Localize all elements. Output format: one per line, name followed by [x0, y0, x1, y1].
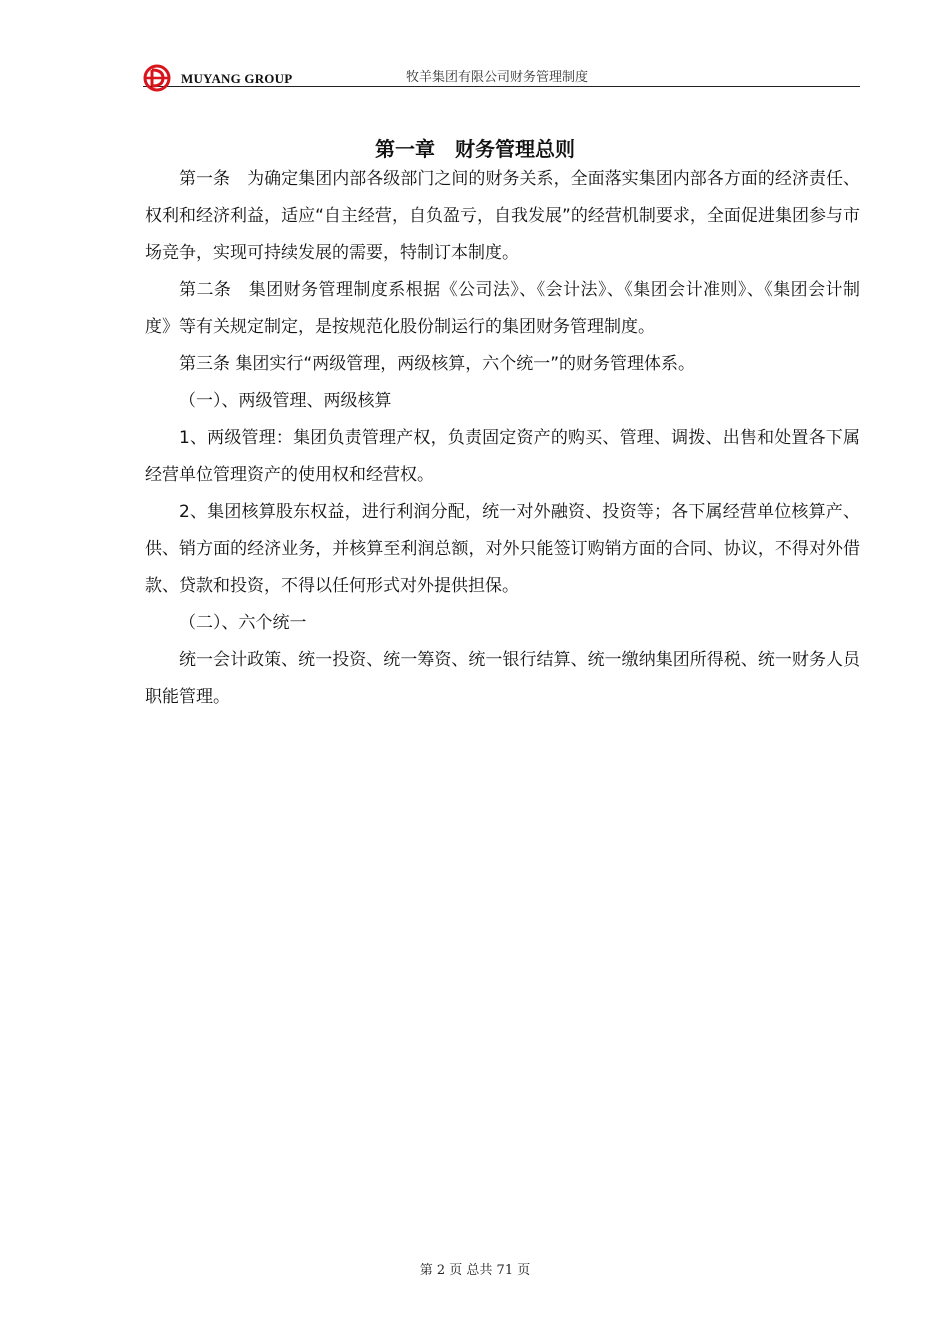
section-heading-1: （一）、两级管理、两级核算 [179, 391, 392, 411]
chapter-title: 第一章 财务管理总则 [375, 137, 575, 161]
page-header [143, 62, 860, 87]
section-heading-2: （二）、六个统一 [179, 613, 307, 633]
item-1: 1、两级管理：集团负责管理产权，负责固定资产的购买、管理、调拨、出售和处置各下属经营单位管理资产的使用权和经营权。 [145, 428, 860, 485]
item-2: 2、集团核算股东权益，进行利润分配，统一对外融资、投资等；各下属经营单位核算产、供、销方面的经济业务，并核算至利润总额，对外只能签订购销方面的合同、协议，不得对外借款、贷款和投资，不得以任何形式对外提供担保。 [145, 502, 860, 596]
company-name: MUYANG GROUP [181, 71, 293, 86]
item-unified: 统一会计政策、统一投资、统一筹资、统一银行结算、统一缴纳集团所得税、统一财务人员职能管理。 [145, 650, 860, 707]
page-footer: 第 2 页 总共 71 页 [419, 1263, 531, 1278]
muyang-logo-icon [143, 64, 173, 92]
document-header-title: 牧羊集团有限公司财务管理制度 [406, 70, 589, 85]
article-1: 第一条 为确定集团内部各级部门之间的财务关系，全面落实集团内部各方面的经济责任、权利和经济利益，适应“自主经营，自负盈亏，自我发展”的经营机制要求，全面促进集团参与市场竞争，实现可持续发展的需要，特制订本制度。 [145, 169, 860, 263]
article-2: 第二条 集团财务管理制度系根据《公司法》、《会计法》、《集团会计准则》、《集团会计制度》等有关规定制定，是按规范化股份制运行的集团财务管理制度。 [145, 280, 860, 337]
document-body [145, 161, 860, 716]
article-3: 第三条 集团实行“两级管理，两级核算，六个统一”的财务管理体系。 [179, 354, 696, 374]
